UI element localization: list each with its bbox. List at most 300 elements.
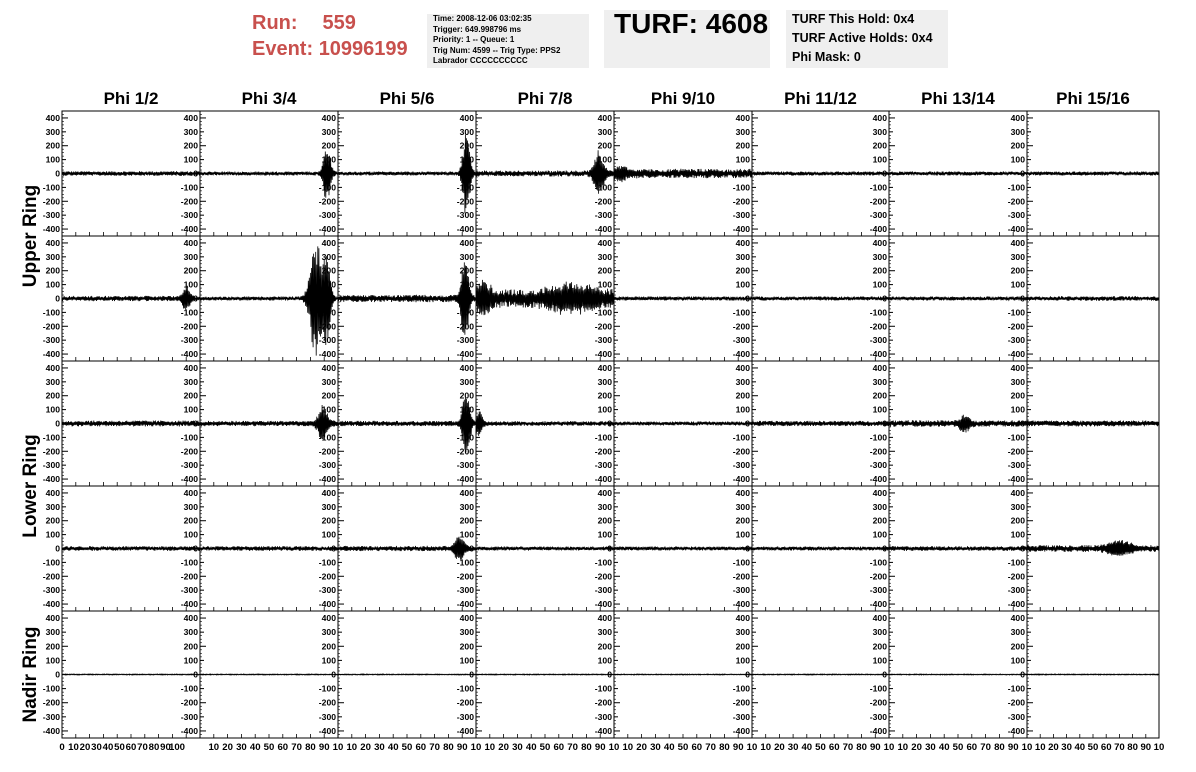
y-tick-label: -300 <box>456 585 474 596</box>
y-tick-label: 300 <box>872 126 887 137</box>
y-tick-label: 200 <box>183 390 198 401</box>
y-tick-label: 100 <box>597 529 612 540</box>
y-tick-label: 100 <box>45 655 60 666</box>
y-tick-label: 300 <box>872 376 887 387</box>
turf-this-hold: TURF This Hold: 0x4 <box>792 12 915 26</box>
y-tick-label: 0 <box>745 418 750 429</box>
y-tick-label: 200 <box>872 140 887 151</box>
y-tick-label: -400 <box>594 474 612 485</box>
y-tick-label: -100 <box>456 557 474 568</box>
y-tick-label: 200 <box>872 515 887 526</box>
y-tick-label: 400 <box>597 112 612 123</box>
y-tick-label: -200 <box>456 446 474 457</box>
y-tick-label: -200 <box>42 446 60 457</box>
y-tick-label: 0 <box>1020 168 1025 179</box>
y-tick-label: -100 <box>1007 182 1025 193</box>
ring-label: Lower Ring <box>20 434 41 538</box>
y-tick-label: 300 <box>735 501 750 512</box>
y-tick-label: 100 <box>321 279 336 290</box>
turf-active-holds: TURF Active Holds: 0x4 <box>792 31 933 45</box>
x-tick-label: 50 <box>114 742 125 753</box>
y-tick-label: 300 <box>872 501 887 512</box>
y-tick-label: -400 <box>318 474 336 485</box>
y-tick-label: -100 <box>42 683 60 694</box>
waveform-trace <box>200 246 338 355</box>
y-tick-label: -400 <box>180 474 198 485</box>
y-tick-label: -100 <box>594 683 612 694</box>
y-tick-label: 300 <box>597 501 612 512</box>
y-tick-label: -100 <box>594 307 612 318</box>
y-tick-label: 300 <box>597 376 612 387</box>
y-tick-label: 200 <box>321 265 336 276</box>
y-tick-label: 400 <box>872 613 887 624</box>
y-tick-label: 100 <box>1010 655 1025 666</box>
x-tick-label: 90 <box>869 742 881 753</box>
y-tick-label: 400 <box>183 362 198 373</box>
y-tick-label: -100 <box>42 557 60 568</box>
y-tick-label: 300 <box>872 251 887 262</box>
waveform-trace <box>338 537 476 560</box>
y-tick-label: 200 <box>459 641 474 652</box>
y-tick-label: -400 <box>732 349 750 360</box>
phi-header: Phi 3/4 <box>241 89 297 108</box>
y-tick-label: -400 <box>594 725 612 736</box>
y-tick-label: 200 <box>597 390 612 401</box>
x-tick-label: 40 <box>525 742 537 753</box>
y-tick-label: 100 <box>1010 279 1025 290</box>
y-tick-label: 300 <box>321 251 336 262</box>
waveform-trace <box>338 262 476 334</box>
y-tick-label: -100 <box>42 182 60 193</box>
x-tick-label: 30 <box>925 742 936 753</box>
waveform-trace <box>614 166 752 182</box>
y-tick-label: -300 <box>456 210 474 221</box>
y-tick-label: -400 <box>456 349 474 360</box>
waveform-trace <box>752 547 889 551</box>
y-tick-label: 100 <box>183 529 198 540</box>
y-tick-label: 100 <box>735 154 750 165</box>
y-tick-label: -100 <box>456 307 474 318</box>
phi-header: Phi 11/12 <box>784 89 857 108</box>
y-tick-label: 200 <box>45 265 60 276</box>
y-tick-label: 100 <box>597 279 612 290</box>
y-tick-label: 200 <box>735 515 750 526</box>
phi-header: Phi 1/2 <box>103 89 159 108</box>
waveform-trace <box>200 674 338 675</box>
x-tick-label: 40 <box>102 742 114 753</box>
y-tick-label: -100 <box>180 307 198 318</box>
waveform-trace <box>614 674 752 675</box>
y-tick-label: -300 <box>456 460 474 471</box>
y-tick-label: -400 <box>1007 599 1025 610</box>
y-tick-label: -200 <box>869 321 887 332</box>
y-tick-label: 200 <box>1010 515 1025 526</box>
y-tick-label: 100 <box>872 529 887 540</box>
y-tick-label: -200 <box>456 196 474 207</box>
waveform-trace <box>200 546 338 551</box>
y-tick-label: 400 <box>321 613 336 624</box>
x-tick-label: 10 <box>332 742 344 753</box>
x-tick-label: 20 <box>636 742 647 753</box>
x-tick-label: 0 <box>59 742 65 753</box>
y-tick-label: 300 <box>45 376 60 387</box>
y-tick-label: 300 <box>183 376 198 387</box>
y-tick-label: -400 <box>456 224 474 235</box>
phi-mask: Phi Mask: 0 <box>792 50 861 64</box>
x-tick-label: 10 <box>746 742 758 753</box>
y-tick-label: 200 <box>183 515 198 526</box>
y-tick-label: 0 <box>331 293 336 304</box>
y-tick-label: -400 <box>456 599 474 610</box>
info-trignum: Trig Num: 4599 -- Trig Type: PPS2 <box>433 45 561 55</box>
waveform-trace <box>889 674 1027 675</box>
x-tick-label: 20 <box>774 742 785 753</box>
y-tick-label: 400 <box>459 112 474 123</box>
y-tick-label: 0 <box>55 293 60 304</box>
y-tick-label: 200 <box>321 140 336 151</box>
y-tick-label: 400 <box>597 362 612 373</box>
y-tick-label: -200 <box>180 571 198 582</box>
y-tick-label: 100 <box>45 529 60 540</box>
y-tick-label: 400 <box>597 237 612 248</box>
y-tick-label: 400 <box>183 112 198 123</box>
y-tick-label: -100 <box>456 432 474 443</box>
y-tick-label: -400 <box>1007 474 1025 485</box>
y-tick-label: 200 <box>45 641 60 652</box>
x-tick-label: 70 <box>137 742 148 753</box>
y-tick-label: 0 <box>745 669 750 680</box>
turf-number: TURF: 4608 <box>614 8 769 39</box>
info-priority: Priority: 1 -- Queue: 1 <box>433 35 515 44</box>
y-tick-label: 100 <box>459 154 474 165</box>
y-tick-label: -100 <box>732 307 750 318</box>
y-tick-label: -200 <box>594 571 612 582</box>
y-tick-label: 0 <box>607 418 612 429</box>
y-tick-label: 200 <box>459 265 474 276</box>
x-tick-label: 60 <box>966 742 978 753</box>
y-tick-label: 100 <box>872 404 887 415</box>
y-tick-label: 0 <box>469 418 474 429</box>
y-tick-label: -200 <box>318 196 336 207</box>
y-tick-label: 300 <box>735 627 750 638</box>
y-tick-label: -200 <box>180 697 198 708</box>
y-tick-label: -400 <box>1007 725 1025 736</box>
y-tick-label: -300 <box>594 711 612 722</box>
y-tick-label: 100 <box>321 529 336 540</box>
y-tick-label: 0 <box>1020 293 1025 304</box>
x-tick-label: 80 <box>856 742 867 753</box>
y-tick-label: 300 <box>459 376 474 387</box>
y-tick-label: -200 <box>732 321 750 332</box>
y-tick-label: -300 <box>42 335 60 346</box>
y-tick-label: -300 <box>1007 335 1025 346</box>
y-tick-label: 300 <box>321 376 336 387</box>
y-tick-label: -400 <box>180 725 198 736</box>
y-tick-label: 400 <box>1010 362 1025 373</box>
x-tick-label: 30 <box>650 742 661 753</box>
y-tick-label: -200 <box>869 196 887 207</box>
y-tick-label: 100 <box>321 404 336 415</box>
y-tick-label: 400 <box>597 487 612 498</box>
x-tick-label: 60 <box>828 742 840 753</box>
y-tick-label: 400 <box>872 362 887 373</box>
y-tick-label: 400 <box>597 613 612 624</box>
y-tick-label: 0 <box>193 293 198 304</box>
x-tick-label: 40 <box>801 742 813 753</box>
y-tick-label: 200 <box>872 641 887 652</box>
y-tick-label: 300 <box>459 126 474 137</box>
y-tick-label: 200 <box>872 390 887 401</box>
x-tick-label: 80 <box>1127 742 1138 753</box>
y-tick-label: -300 <box>594 210 612 221</box>
y-tick-label: 200 <box>321 390 336 401</box>
y-tick-label: -400 <box>732 599 750 610</box>
x-tick-label: 20 <box>360 742 371 753</box>
y-tick-label: 300 <box>45 627 60 638</box>
waveform-trace <box>614 422 752 426</box>
y-tick-label: -100 <box>42 432 60 443</box>
y-tick-label: -400 <box>42 725 60 736</box>
y-tick-label: -400 <box>456 725 474 736</box>
x-tick-label: 40 <box>249 742 261 753</box>
waveform-trace <box>1027 674 1159 675</box>
waveform-trace <box>62 418 200 429</box>
waveform-trace <box>200 152 338 198</box>
y-tick-label: 300 <box>321 126 336 137</box>
y-tick-label: -300 <box>1007 460 1025 471</box>
y-tick-label: -100 <box>869 683 887 694</box>
y-tick-label: -100 <box>732 182 750 193</box>
x-tick-label: 90 <box>594 742 606 753</box>
y-tick-label: 400 <box>183 487 198 498</box>
x-tick-label: 10 <box>346 742 358 753</box>
y-tick-label: -400 <box>180 599 198 610</box>
y-tick-label: -300 <box>318 210 336 221</box>
y-tick-label: 0 <box>882 418 887 429</box>
x-tick-label: 90 <box>1007 742 1019 753</box>
y-tick-label: 0 <box>607 168 612 179</box>
y-tick-label: 200 <box>597 641 612 652</box>
y-tick-label: -300 <box>318 335 336 346</box>
x-tick-label: 80 <box>305 742 316 753</box>
y-tick-label: 0 <box>607 293 612 304</box>
x-tick-label: 20 <box>222 742 233 753</box>
waveform-trace <box>1027 172 1159 176</box>
y-tick-label: 0 <box>331 168 336 179</box>
x-tick-label: 50 <box>677 742 689 753</box>
y-tick-label: 400 <box>1010 613 1025 624</box>
y-tick-label: -100 <box>1007 683 1025 694</box>
y-tick-label: -400 <box>42 599 60 610</box>
y-tick-label: 0 <box>331 418 336 429</box>
y-tick-label: 400 <box>1010 487 1025 498</box>
y-tick-label: -400 <box>318 725 336 736</box>
info-time: Time: 2008-12-06 03:02:35 <box>433 14 532 23</box>
waveform-trace <box>1027 540 1159 556</box>
y-tick-label: 100 <box>183 154 198 165</box>
y-tick-label: 300 <box>45 501 60 512</box>
y-tick-label: -400 <box>869 474 887 485</box>
y-tick-label: -100 <box>318 557 336 568</box>
x-tick-label: 80 <box>994 742 1005 753</box>
phi-header: Phi 5/6 <box>379 89 435 108</box>
run-label: Run: <box>252 12 298 34</box>
y-tick-label: 0 <box>331 543 336 554</box>
y-tick-label: -300 <box>732 460 750 471</box>
y-tick-label: -200 <box>318 321 336 332</box>
x-tick-label: 10 <box>484 742 496 753</box>
y-tick-label: -300 <box>732 585 750 596</box>
y-tick-label: -200 <box>180 321 198 332</box>
y-tick-label: -200 <box>594 321 612 332</box>
y-tick-label: 100 <box>45 154 60 165</box>
waveform-trace <box>476 674 614 675</box>
y-tick-label: 0 <box>1020 418 1025 429</box>
y-tick-label: 0 <box>1020 669 1025 680</box>
y-tick-label: -400 <box>869 725 887 736</box>
y-tick-label: -200 <box>732 571 750 582</box>
y-tick-label: 400 <box>321 487 336 498</box>
y-tick-label: 300 <box>1010 376 1025 387</box>
y-tick-label: -100 <box>1007 432 1025 443</box>
y-tick-label: -200 <box>594 446 612 457</box>
y-tick-label: -300 <box>318 711 336 722</box>
y-tick-label: 100 <box>735 279 750 290</box>
x-tick-label: 60 <box>277 742 289 753</box>
y-tick-label: 200 <box>597 265 612 276</box>
y-tick-label: -400 <box>318 599 336 610</box>
y-tick-label: 100 <box>459 529 474 540</box>
y-tick-label: 400 <box>872 112 887 123</box>
y-tick-label: 200 <box>735 641 750 652</box>
y-tick-label: -300 <box>456 711 474 722</box>
y-tick-label: 300 <box>321 627 336 638</box>
y-tick-label: 0 <box>469 543 474 554</box>
y-tick-label: -300 <box>732 210 750 221</box>
y-tick-label: 100 <box>597 655 612 666</box>
y-tick-label: -300 <box>318 460 336 471</box>
y-tick-label: 400 <box>45 112 60 123</box>
waveform-trace <box>752 674 889 675</box>
y-tick-label: 400 <box>183 237 198 248</box>
y-tick-label: 300 <box>45 251 60 262</box>
y-tick-label: -200 <box>180 446 198 457</box>
x-tick-label: 70 <box>705 742 716 753</box>
y-tick-label: 100 <box>872 655 887 666</box>
y-tick-label: 0 <box>882 543 887 554</box>
y-tick-label: 200 <box>1010 390 1025 401</box>
x-tick-label: 100 <box>168 742 186 753</box>
y-tick-label: 200 <box>183 265 198 276</box>
x-tick-label: 40 <box>938 742 950 753</box>
waveform-trace <box>62 546 200 551</box>
y-tick-label: 400 <box>459 237 474 248</box>
x-tick-label: 10 <box>208 742 220 753</box>
waveform-trace <box>752 421 889 426</box>
phi-header: Phi 13/14 <box>921 89 995 108</box>
waveform-trace <box>338 398 476 452</box>
x-tick-label: 20 <box>1048 742 1059 753</box>
y-tick-label: -400 <box>42 224 60 235</box>
y-tick-label: 0 <box>469 168 474 179</box>
y-tick-label: -300 <box>42 711 60 722</box>
y-tick-label: 100 <box>872 154 887 165</box>
y-tick-label: 300 <box>459 627 474 638</box>
waveform-trace <box>1027 421 1159 427</box>
x-tick-label: 70 <box>429 742 440 753</box>
x-tick-label: 10 <box>470 742 482 753</box>
waveform-trace <box>62 674 200 675</box>
x-tick-label: 70 <box>842 742 854 753</box>
waveform-trace <box>614 297 752 301</box>
y-tick-label: -300 <box>180 711 198 722</box>
y-tick-label: -300 <box>594 335 612 346</box>
y-tick-label: 300 <box>183 251 198 262</box>
y-tick-label: -400 <box>318 349 336 360</box>
y-tick-label: -400 <box>42 349 60 360</box>
y-tick-label: 0 <box>469 293 474 304</box>
y-tick-label: 100 <box>872 279 887 290</box>
y-tick-label: -300 <box>180 585 198 596</box>
y-tick-label: -200 <box>869 571 887 582</box>
y-tick-label: -200 <box>732 697 750 708</box>
y-tick-label: 300 <box>45 126 60 137</box>
x-tick-label: 30 <box>512 742 523 753</box>
y-tick-label: -100 <box>180 182 198 193</box>
y-tick-label: -300 <box>180 460 198 471</box>
y-tick-label: 300 <box>597 126 612 137</box>
y-tick-label: 0 <box>55 543 60 554</box>
y-tick-label: -100 <box>732 557 750 568</box>
x-tick-label: 10 <box>1034 742 1046 753</box>
x-tick-label: 50 <box>815 742 826 753</box>
y-tick-label: -100 <box>1007 307 1025 318</box>
y-tick-label: -400 <box>1007 224 1025 235</box>
y-tick-label: -300 <box>1007 711 1025 722</box>
y-tick-label: 200 <box>1010 140 1025 151</box>
y-tick-label: 200 <box>872 265 887 276</box>
x-tick-label: 30 <box>374 742 385 753</box>
y-tick-label: 400 <box>735 362 750 373</box>
y-tick-label: -400 <box>869 599 887 610</box>
y-tick-label: 200 <box>321 515 336 526</box>
event-label: Event: <box>252 38 314 60</box>
x-tick-label: 10 <box>897 742 909 753</box>
y-tick-label: 300 <box>735 251 750 262</box>
y-tick-label: -400 <box>869 349 887 360</box>
x-tick-label: 70 <box>980 742 991 753</box>
y-tick-label: 0 <box>193 168 198 179</box>
y-tick-label: 400 <box>459 487 474 498</box>
y-tick-label: -100 <box>318 307 336 318</box>
y-tick-label: 300 <box>183 501 198 512</box>
waveform-trace <box>752 297 889 301</box>
ring-label: Nadir Ring <box>20 626 41 723</box>
y-tick-label: -300 <box>42 585 60 596</box>
y-tick-label: 0 <box>882 168 887 179</box>
y-tick-label: 0 <box>882 669 887 680</box>
run-value: 559 <box>322 12 356 34</box>
y-tick-label: 200 <box>597 515 612 526</box>
y-tick-label: 200 <box>1010 265 1025 276</box>
y-tick-label: 400 <box>1010 112 1025 123</box>
waveform-trace <box>62 286 200 310</box>
y-tick-label: 100 <box>321 154 336 165</box>
y-tick-label: -200 <box>1007 196 1025 207</box>
y-tick-label: 300 <box>183 627 198 638</box>
y-tick-label: -100 <box>869 557 887 568</box>
y-tick-label: -200 <box>1007 446 1025 457</box>
